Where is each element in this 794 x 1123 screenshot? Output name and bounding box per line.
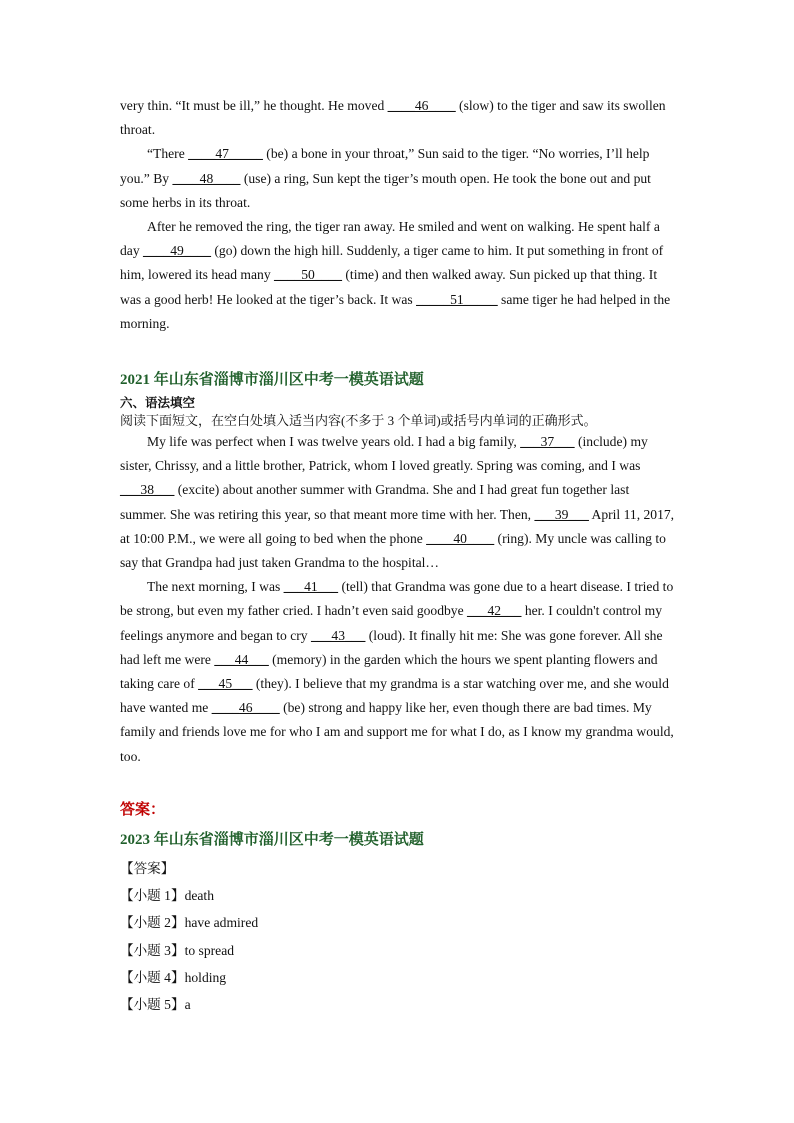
text-run: The next morning, I was bbox=[147, 579, 284, 595]
passage1-paragraph-2 bbox=[120, 142, 675, 215]
text-run: same tiger he had helped in the morning. bbox=[120, 291, 671, 331]
blank-46: ____46____ bbox=[387, 98, 456, 113]
blank-40: ____40____ bbox=[426, 530, 495, 546]
answer-list bbox=[120, 855, 675, 1019]
text-run: (tell) that Grandma was gone due to a heart disease. I tried to be strong, but even my father cried. I hadn’t even said goodbye bbox=[120, 579, 674, 619]
blank-50: ____50____ bbox=[274, 267, 342, 283]
blank-49: ____49____ bbox=[143, 243, 211, 259]
passage2-paragraph-2 bbox=[120, 575, 675, 769]
blank-48: ____48____ bbox=[172, 170, 241, 186]
exam-heading-2023: 2023 年山东省淄博市淄川区中考一模英语试题 bbox=[120, 831, 424, 848]
blank-37: ___37___ bbox=[520, 434, 575, 450]
text-run: (be) a bone in your throat,” Sun said to the tiger. “No worries, I’ll help you.” By bbox=[120, 146, 650, 186]
text-run: (include) my sister, Chrissy, and a little brother, Patrick, whom I loved greatly. Spring was coming, and I was bbox=[120, 434, 648, 474]
text-run: April 11, 2017, at 10:00 P.M., we were all going to bed when the phone bbox=[120, 506, 675, 546]
blank-42: ___42___ bbox=[467, 603, 522, 619]
page-content bbox=[120, 94, 675, 1019]
passage1-paragraph-3 bbox=[120, 215, 675, 336]
text-run: (time) and then walked away. Sun picked up that thing. It was a good herb! He looked at the tiger’s back. It was bbox=[120, 267, 658, 307]
text-run: very thin. “It must be ill,” he thought. He moved bbox=[120, 98, 388, 113]
exam-heading-2021: 2021 年山东省淄博市淄川区中考一模英语试题 bbox=[120, 372, 424, 389]
passage1-paragraph-1 bbox=[120, 94, 675, 142]
answer-item: 【小题 3】to spread bbox=[120, 942, 235, 958]
text-run: (use) a ring, Sun kept the tiger’s mouth open. He took the bone out and put some herbs in its throat. bbox=[120, 170, 651, 210]
text-run: (memory) in the garden which the hours we spent planting flowers and taking care of bbox=[120, 651, 658, 692]
answer-item: 【小题 2】have admired bbox=[120, 915, 259, 931]
section-title: 六、语法填空 bbox=[120, 396, 196, 411]
answer-item: 【小题 1】death bbox=[120, 888, 215, 904]
text-run: (loud). It finally hit me: She was gone forever. All she had left me were bbox=[120, 627, 663, 667]
answer-label: 【答案】 bbox=[120, 860, 175, 876]
text-run: (ring). My uncle was calling to say that Grandpa had just taken Grandma to the hospital… bbox=[120, 530, 666, 571]
text-run: “There bbox=[147, 146, 189, 162]
blank-43: ___43___ bbox=[311, 627, 366, 643]
text-run: (go) down the high hill. Suddenly, a tiger came to him. It put something in front of him, lowered its head many bbox=[120, 243, 664, 283]
blank-38: ___38___ bbox=[120, 482, 175, 498]
text-run: (they). I believe that my grandma is a star watching over me, and she would have wanted me bbox=[120, 676, 669, 716]
passage2-paragraph-1 bbox=[120, 430, 675, 575]
text-run: My life was perfect when I was twelve years old. I had a big family, bbox=[147, 434, 521, 450]
text-run: (excite) about another summer with Grandma. She and I had great fun together last summer. She was retiring this year, so that meant more time with her. Then, bbox=[120, 482, 630, 522]
blank-41: ___41___ bbox=[283, 579, 339, 595]
blank-45: ___45___ bbox=[198, 676, 253, 692]
answer-title: 答案： bbox=[120, 801, 166, 818]
text-run: her. I couldn't control my feelings anymore and began to cry bbox=[120, 603, 663, 643]
text-run: (be) strong and happy like her, even though there are bad times. My family and friends love me for who I am and support me for what I do, as I know my grandma would, too. bbox=[120, 700, 674, 764]
blank-47: ____47_____ bbox=[188, 146, 263, 162]
text-run: (slow) to the tiger and saw its swollen throat. bbox=[120, 98, 666, 138]
text-run: After he removed the ring, the tiger ran away. He smiled and went on walking. He spent half a day bbox=[120, 219, 660, 259]
instruction-text: 阅读下面短文，在空白处填入适当内容(不多于 3 个单词)或括号内单词的正确形式。 bbox=[120, 413, 597, 429]
blank-44: ___44___ bbox=[214, 651, 269, 667]
blank-51: _____51_____ bbox=[416, 291, 498, 307]
blank-46: ____46____ bbox=[211, 700, 280, 716]
answer-item: 【小题 4】holding bbox=[120, 970, 227, 986]
answer-item: 【小题 5】a bbox=[120, 997, 191, 1013]
blank-39: ___39___ bbox=[534, 506, 589, 522]
